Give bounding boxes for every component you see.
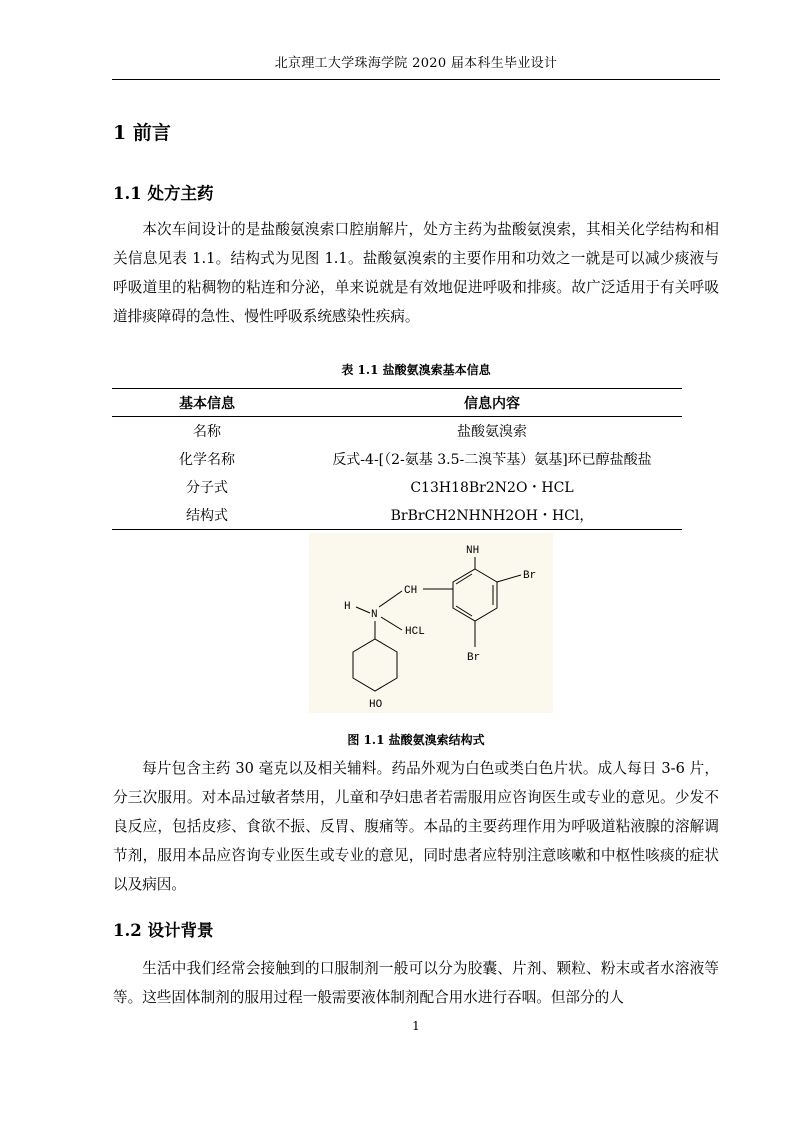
ch-n-bond bbox=[379, 591, 402, 607]
h-n-bond bbox=[356, 607, 370, 613]
table-cell: BrBrCH2NHNH2OH・HCl， bbox=[302, 501, 682, 530]
section-1-1-heading: 1.1 处方主药 bbox=[113, 184, 214, 203]
dosage-paragraph: 每片包含主药 30 毫克以及相关辅料。药品外观为白色或类白色片状。成人每日 3-6 片，分三次服用。对本品过敏者禁用，儿童和孕妇患者若需服用应咨询医生或专业的意见。少发不良反应，包括皮疹、食欲不振、反胃、腹痛等。本品的主要药理作用为呼吸道粘液腺的溶解调节剂，服用本品应咨询专业医生或专业的意见，同时患者应特别注意咳嗽和中枢性咳痰的症状以及病因。 bbox=[113, 760, 719, 893]
label-br-top: Br bbox=[523, 570, 537, 582]
label-hcl: HCL bbox=[405, 626, 425, 638]
table-1-1-caption: 表 1.1 盐酸氨溴索基本信息 bbox=[341, 363, 491, 377]
label-n: N bbox=[371, 609, 378, 621]
header-rule bbox=[112, 79, 720, 80]
label-ch: CH bbox=[404, 585, 418, 597]
label-ho: HO bbox=[369, 699, 383, 711]
table-cell: 盐酸氨溴索 bbox=[457, 424, 527, 440]
table-row bbox=[112, 417, 682, 446]
table-row bbox=[112, 501, 682, 530]
table-row bbox=[112, 445, 682, 473]
ambroxol-structure-diagram bbox=[309, 533, 553, 713]
table-header-basic-info: 基本信息 bbox=[112, 389, 302, 417]
table-cell: 分子式 bbox=[186, 480, 228, 496]
section-1-1-paragraph: 本次车间设计的是盐酸氨溴索口腔崩解片，处方主药为盐酸氨溴索，其相关化学结构和相关信息见表 1.1。结构式为见图 1.1。盐酸氨溴索的主要作用和功效之一就是可以减少痰液与呼吸道里的粘稠物的粘连和分泌，单来说就是有效地促进呼吸和排痰。故广泛适用于有关呼吸道排痰障碍的急性、慢性呼吸系统感染性疾病。 bbox=[113, 221, 719, 325]
table-header-row bbox=[112, 389, 682, 417]
figure-1-1-caption: 图 1.1 盐酸氨溴索结构式 bbox=[347, 733, 485, 747]
label-br-bottom: Br bbox=[467, 652, 481, 664]
table-cell: C13H18Br2N2O・HCL bbox=[410, 480, 574, 496]
section-1-2-paragraph: 生活中我们经常会接触到的口服制剂一般可以分为胶囊、片剂、颗粒、粉末或者水溶液等等。这些固体制剂的服用过程一般需要液体制剂配合用水进行吞咽。但部分的人 bbox=[113, 960, 719, 1006]
label-h: H bbox=[344, 601, 351, 613]
table-cell: 名称 bbox=[193, 424, 221, 440]
br-top-bond bbox=[497, 575, 521, 582]
cyclohexane-ring bbox=[353, 639, 397, 691]
running-header: 北京理工大学珠海学院 2020 届本科生毕业设计 bbox=[274, 56, 558, 71]
n-hcl-bond bbox=[381, 617, 402, 630]
benzene-ring bbox=[453, 569, 497, 621]
table-header-info-content: 信息内容 bbox=[302, 389, 682, 417]
label-nh: NH bbox=[466, 545, 480, 557]
structure-figure bbox=[309, 533, 553, 713]
page-number: 1 bbox=[412, 1019, 420, 1033]
section-1-2-heading: 1.2 设计背景 bbox=[113, 921, 214, 940]
table-cell: 反式-4-[（2-氨基 3.5-二溴苄基）氨基]环已醇盐酸盐 bbox=[332, 452, 652, 468]
table-cell: 化学名称 bbox=[179, 452, 235, 468]
table-cell: 结构式 bbox=[112, 501, 302, 530]
table-row bbox=[112, 473, 682, 501]
table-1-1 bbox=[112, 388, 682, 530]
section-1-heading: 1 前言 bbox=[113, 122, 171, 144]
